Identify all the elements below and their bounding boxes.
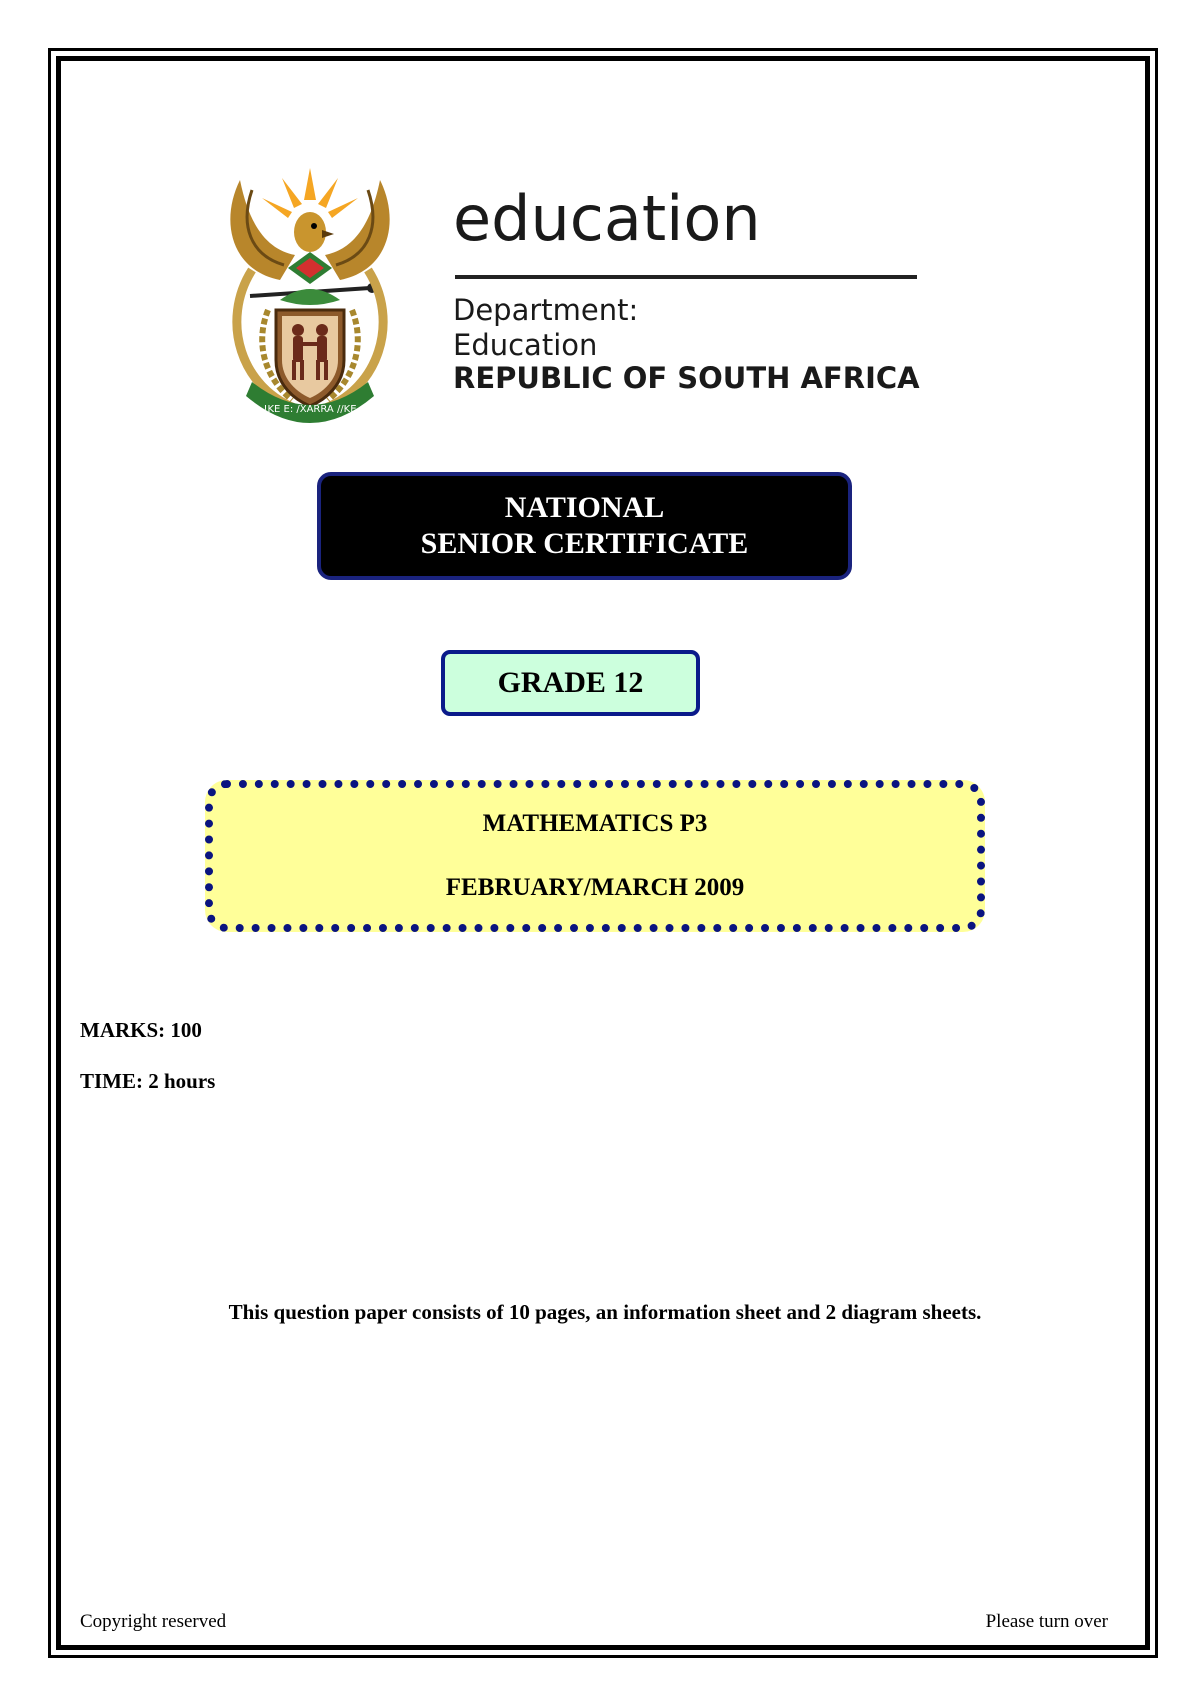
page-count-note: This question paper consists of 10 pages, an information sheet and 2 diagram sheets. [228, 1300, 982, 1324]
department-label: Department: [453, 293, 639, 327]
grade-box: GRADE 12 [441, 650, 700, 716]
certificate-line-2: SENIOR CERTIFICATE [420, 527, 749, 560]
subject-box [205, 780, 985, 932]
certificate-line-1: NATIONAL [504, 491, 665, 524]
brand-rule [455, 275, 917, 279]
brand-word: education [453, 182, 761, 255]
subject-title: MATHEMATICS P3 [482, 810, 708, 837]
marks-line: MARKS: 100 [80, 1018, 202, 1042]
motto-text: !KE E: /XARRA //KE [263, 404, 357, 415]
time-line: TIME: 2 hours [80, 1069, 216, 1093]
certificate-title-box [317, 472, 852, 580]
country-name: REPUBLIC OF SOUTH AFRICA [453, 361, 920, 395]
copyright-footer: Copyright reserved [80, 1611, 227, 1632]
coat-of-arms-icon [210, 160, 410, 430]
department-name: Education [453, 328, 598, 362]
exam-session: FEBRUARY/MARCH 2009 [445, 874, 745, 901]
turn-over-footer: Please turn over [985, 1611, 1108, 1632]
department-logo-block [200, 150, 980, 440]
